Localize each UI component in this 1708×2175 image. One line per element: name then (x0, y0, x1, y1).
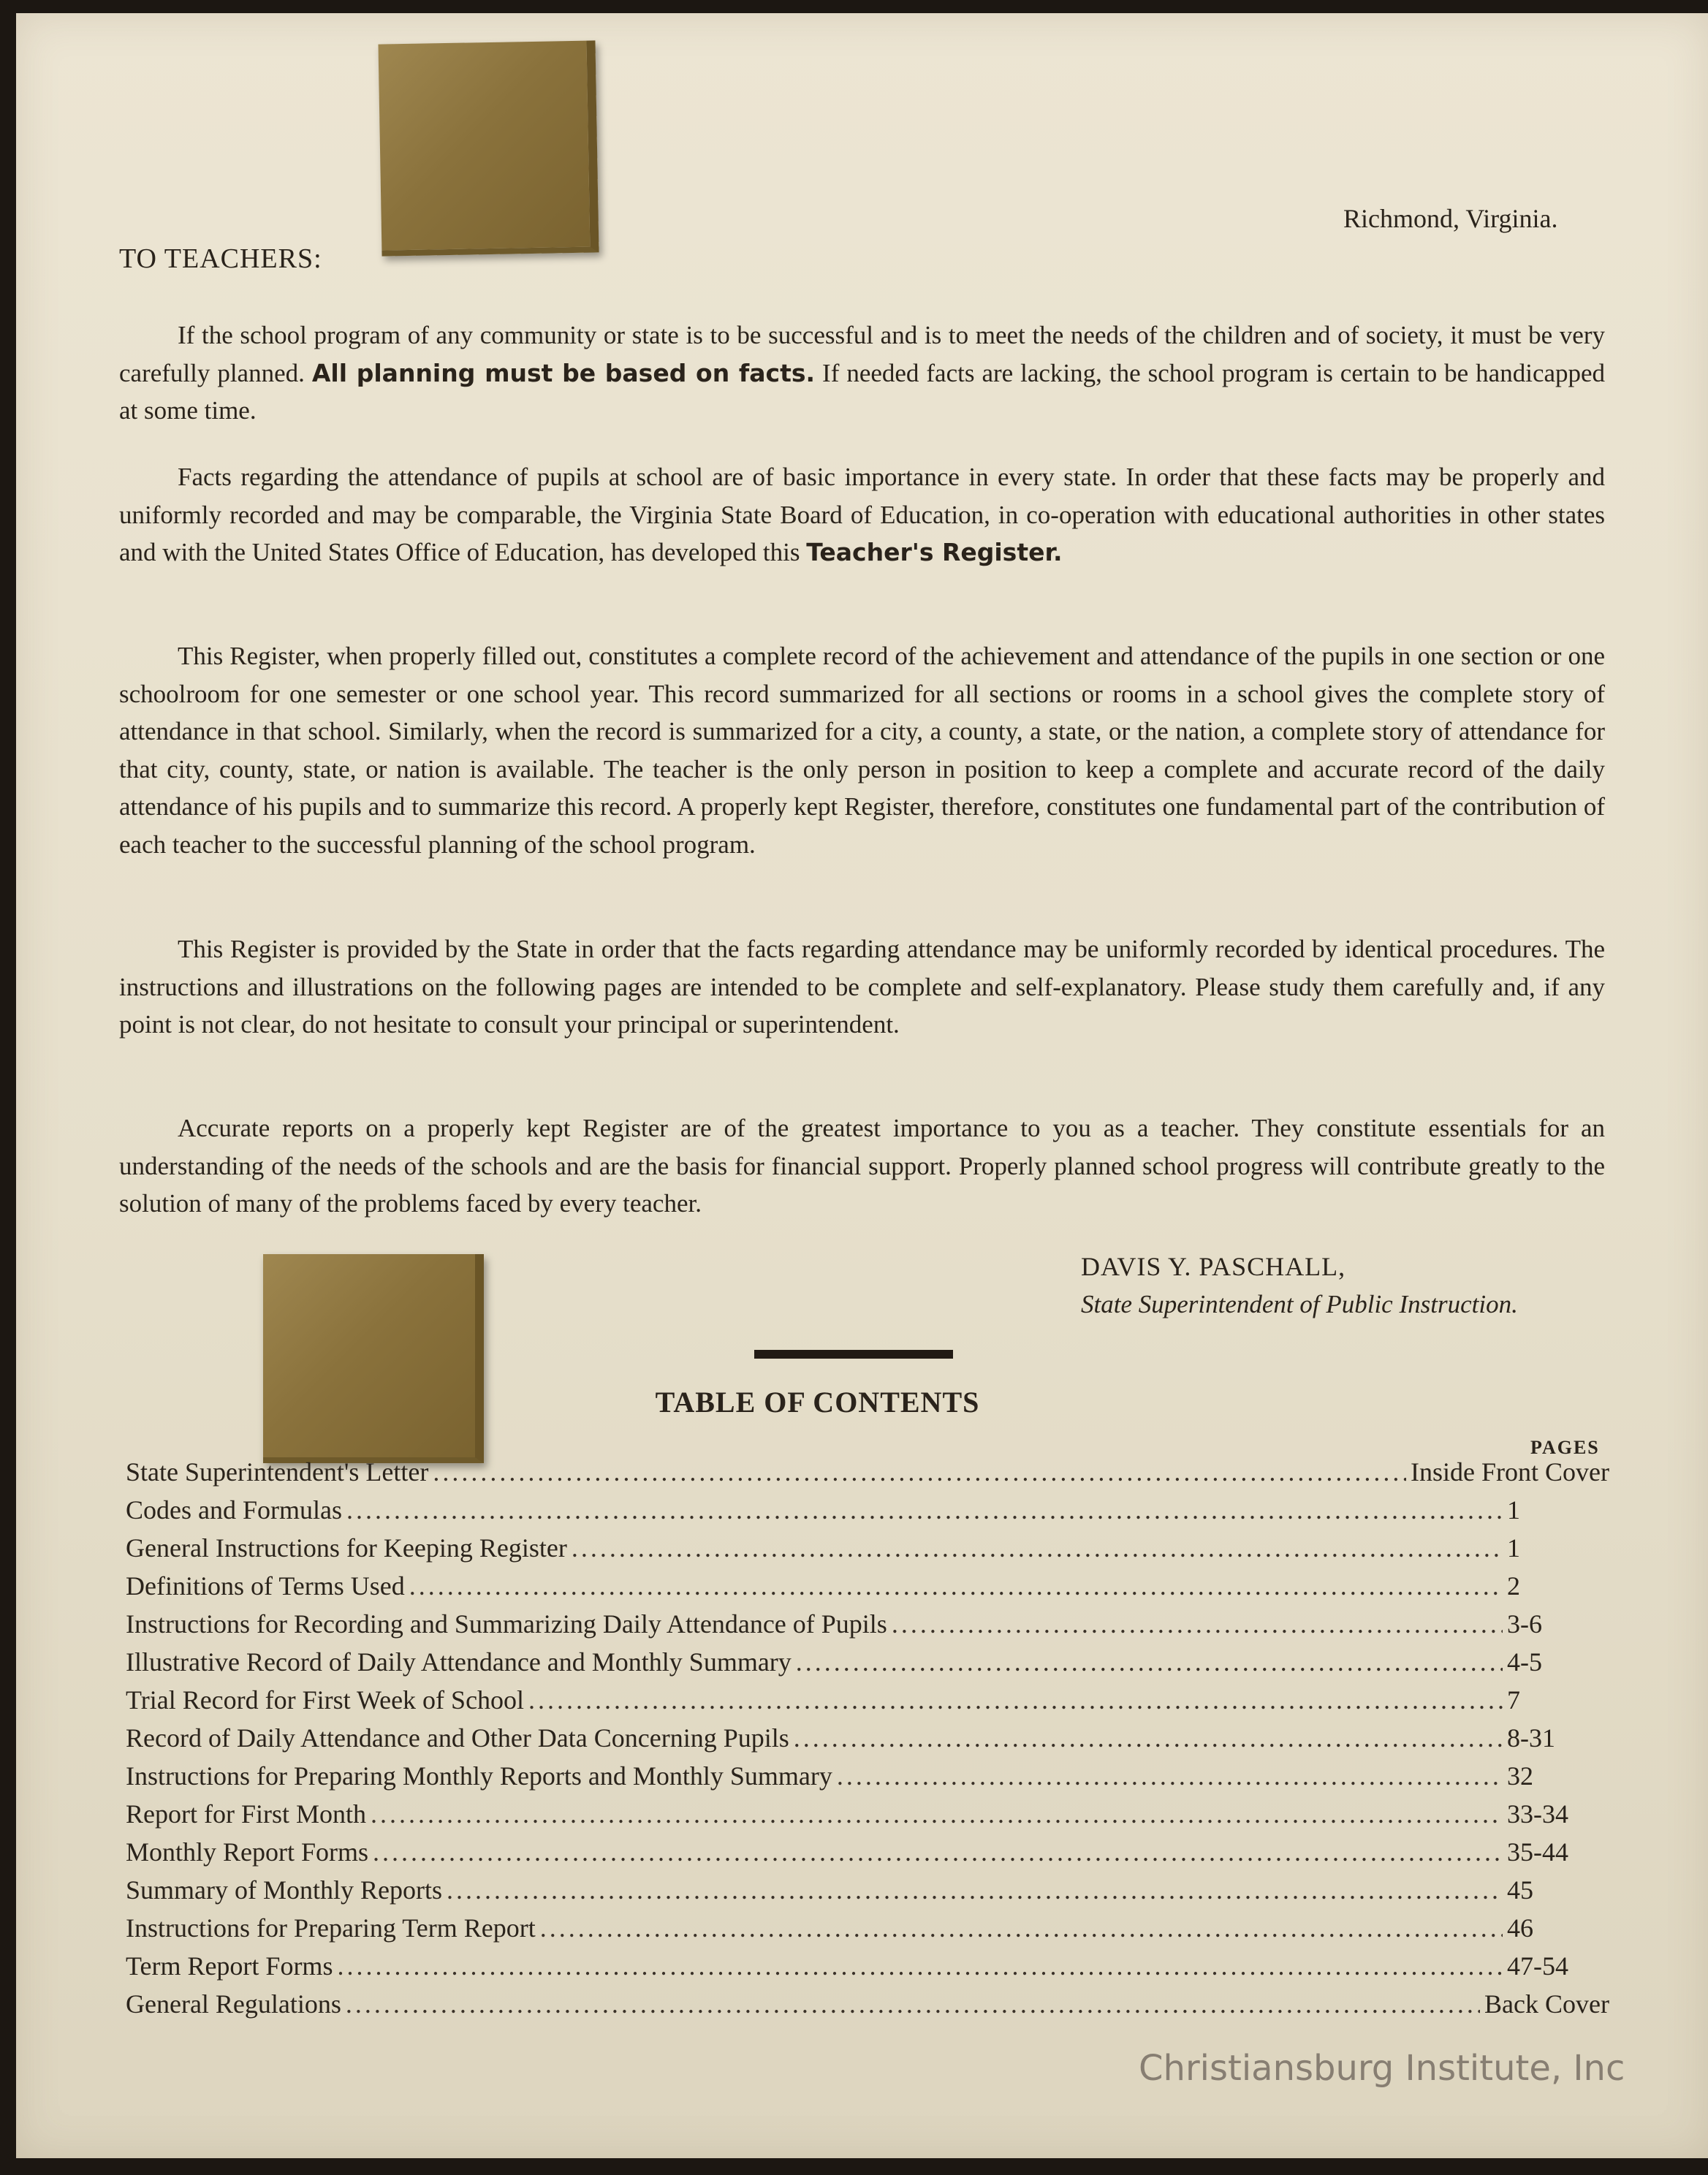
toc-entry-page: 32 (1507, 1761, 1533, 1791)
toc-leader-dots (796, 1647, 1503, 1677)
p1-bold: All planning must be based on facts. (311, 358, 816, 387)
toc-entry-page: 2 (1507, 1571, 1520, 1601)
toc-entry-label: General Instructions for Keeping Register (126, 1533, 567, 1563)
toc-leader-dots (528, 1685, 1503, 1715)
toc-leader-dots (892, 1609, 1503, 1639)
toc-entry (126, 1685, 1609, 1723)
toc-entry-label: General Regulations (126, 1989, 341, 2019)
section-divider (754, 1350, 953, 1359)
toc-leader-dots (346, 1495, 1503, 1525)
p2-text: Facts regarding the attendance of pupils at school are of basic importance in every state. In order that these facts may be properly and uniformly recorded and may be comparable, the Virginia State Board of Education, in co-operation with educational authorities in other states and with the United States Office of Education, has developed this (119, 463, 1605, 566)
toc-list (126, 1457, 1609, 2027)
letter-paragraph-4: This Register is provided by the State in order that the facts regarding attendance may be uniformly recorded by identical procedures. The instructions and illustrations on the following pages are intended to be complete and self-explanatory. Please study them carefully and, if any point is not clear, do not hesitate to consult your principal or superintendent. (119, 935, 1605, 1039)
toc-leader-dots (837, 1761, 1503, 1791)
letter-paragraph-3: This Register, when properly filled out, constitutes a complete record of the achievement and attendance of the pupils in one section or one schoolroom for one semester or one school year. This record summarized for all sections or rooms in a school gives the complete story of attendance in that school. Similarly, when the record is summarized for a city, a county, a state, or the nation, a complete story of attendance for that city, county, state, or nation is available. The teacher is the only person in position to keep a complete and accurate record of the daily attendance of his pupils and to summarize this record. A properly kept Register, therefore, constitutes one fundamental part of the contribution of each teacher to the successful planning of the school program. (119, 642, 1605, 859)
toc-entry-label: Definitions of Terms Used (126, 1571, 405, 1601)
toc-entry (126, 1495, 1609, 1533)
toc-entry (126, 1571, 1609, 1609)
toc-entry-label: Instructions for Recording and Summarizing Daily Attendance of Pupils (126, 1609, 887, 1639)
toc-entry (126, 1913, 1609, 1951)
toc-leader-dots (572, 1533, 1503, 1563)
toc-entry-page: 7 (1507, 1685, 1520, 1715)
toc-entry-page: 3-6 (1507, 1609, 1542, 1639)
toc-entry (126, 1837, 1609, 1875)
toc-entry-page: Back Cover (1484, 1989, 1609, 2019)
toc-leader-dots (447, 1875, 1503, 1905)
letter-paragraph-2 (119, 458, 1605, 572)
salutation: TO TEACHERS: (119, 243, 322, 274)
toc-entry-label: Trial Record for First Week of School (126, 1685, 525, 1715)
toc-entry-page: 46 (1507, 1913, 1533, 1943)
signature-name: DAVIS Y. PASCHALL, (1081, 1252, 1346, 1281)
toc-leader-dots (540, 1913, 1503, 1943)
toc-entry-label: Instructions for Preparing Term Report (126, 1913, 536, 1943)
toc-leader-dots (794, 1723, 1503, 1753)
toc-entry-label: Record of Daily Attendance and Other Data Concerning Pupils (126, 1723, 789, 1753)
toc-heading (0, 1385, 1708, 1419)
letter-paragraph-5: Accurate reports on a properly kept Register are of the greatest importance to you as a teacher. They constitute essentials for an understanding of the needs of the schools and are the basis for financial support. Properly planned school progress will contribute greatly to the solution of many of the problems faced by every teacher. (119, 1114, 1605, 1218)
toc-entry-label: State Superintendent's Letter (126, 1457, 429, 1487)
location-line: Richmond, Virginia. (1343, 204, 1558, 233)
toc-entry (126, 1875, 1609, 1913)
p1-text-a: If the school program of any community or state is to be successful and is to meet the needs of the children and of society, it must be very carefully planned. (119, 321, 1605, 387)
p2-bold: Teacher's Register. (806, 538, 1063, 566)
toc-entry-page: 33-34 (1507, 1799, 1568, 1829)
p1-text-b: If needed facts are lacking, the school program is certain to be handicapped at some time. (119, 358, 1606, 425)
toc-entry-label: Term Report Forms (126, 1951, 333, 1981)
toc-leader-dots (337, 1951, 1503, 1981)
toc-leader-dots (373, 1837, 1503, 1867)
toc-entry-label: Summary of Monthly Reports (126, 1875, 442, 1905)
toc-entry (126, 1647, 1609, 1685)
watermark: Christiansburg Institute, Inc (1139, 2048, 1625, 2089)
toc-entry-page: 35-44 (1507, 1837, 1568, 1867)
toc-entry-page: 8-31 (1507, 1723, 1555, 1753)
toc-title: TABLE OF CONTENTS (655, 1386, 980, 1419)
toc-entry (126, 1723, 1609, 1761)
toc-entry-page: 1 (1507, 1495, 1520, 1525)
signature-title: State Superintendent of Public Instruction. (1081, 1290, 1518, 1318)
toc-entry (126, 1457, 1609, 1495)
letter-paragraph-1 (119, 316, 1605, 430)
toc-entry (126, 1533, 1609, 1571)
toc-entry-label: Report for First Month (126, 1799, 366, 1829)
toc-leader-dots (346, 1989, 1480, 2019)
toc-entry (126, 1761, 1609, 1799)
pages-column-label: PAGES (1530, 1437, 1600, 1458)
toc-entry (126, 1989, 1609, 2027)
toc-leader-dots (409, 1571, 1503, 1601)
tape-mount-top (378, 40, 599, 256)
toc-entry-label: Monthly Report Forms (126, 1837, 369, 1867)
toc-entry-page: 4-5 (1507, 1647, 1542, 1677)
toc-entry-label: Illustrative Record of Daily Attendance and Monthly Summary (126, 1647, 792, 1677)
toc-entry-label: Codes and Formulas (126, 1495, 342, 1525)
toc-entry-page: 47-54 (1507, 1951, 1568, 1981)
toc-leader-dots (433, 1457, 1406, 1487)
toc-entry-label: Instructions for Preparing Monthly Reports and Monthly Summary (126, 1761, 832, 1791)
toc-entry-page: 45 (1507, 1875, 1533, 1905)
toc-entry-page: Inside Front Cover (1411, 1457, 1609, 1487)
toc-entry (126, 1799, 1609, 1837)
tape-mount-bottom (263, 1254, 484, 1463)
toc-entry (126, 1951, 1609, 1989)
toc-entry-page: 1 (1507, 1533, 1520, 1563)
toc-leader-dots (371, 1799, 1503, 1829)
toc-entry (126, 1609, 1609, 1647)
